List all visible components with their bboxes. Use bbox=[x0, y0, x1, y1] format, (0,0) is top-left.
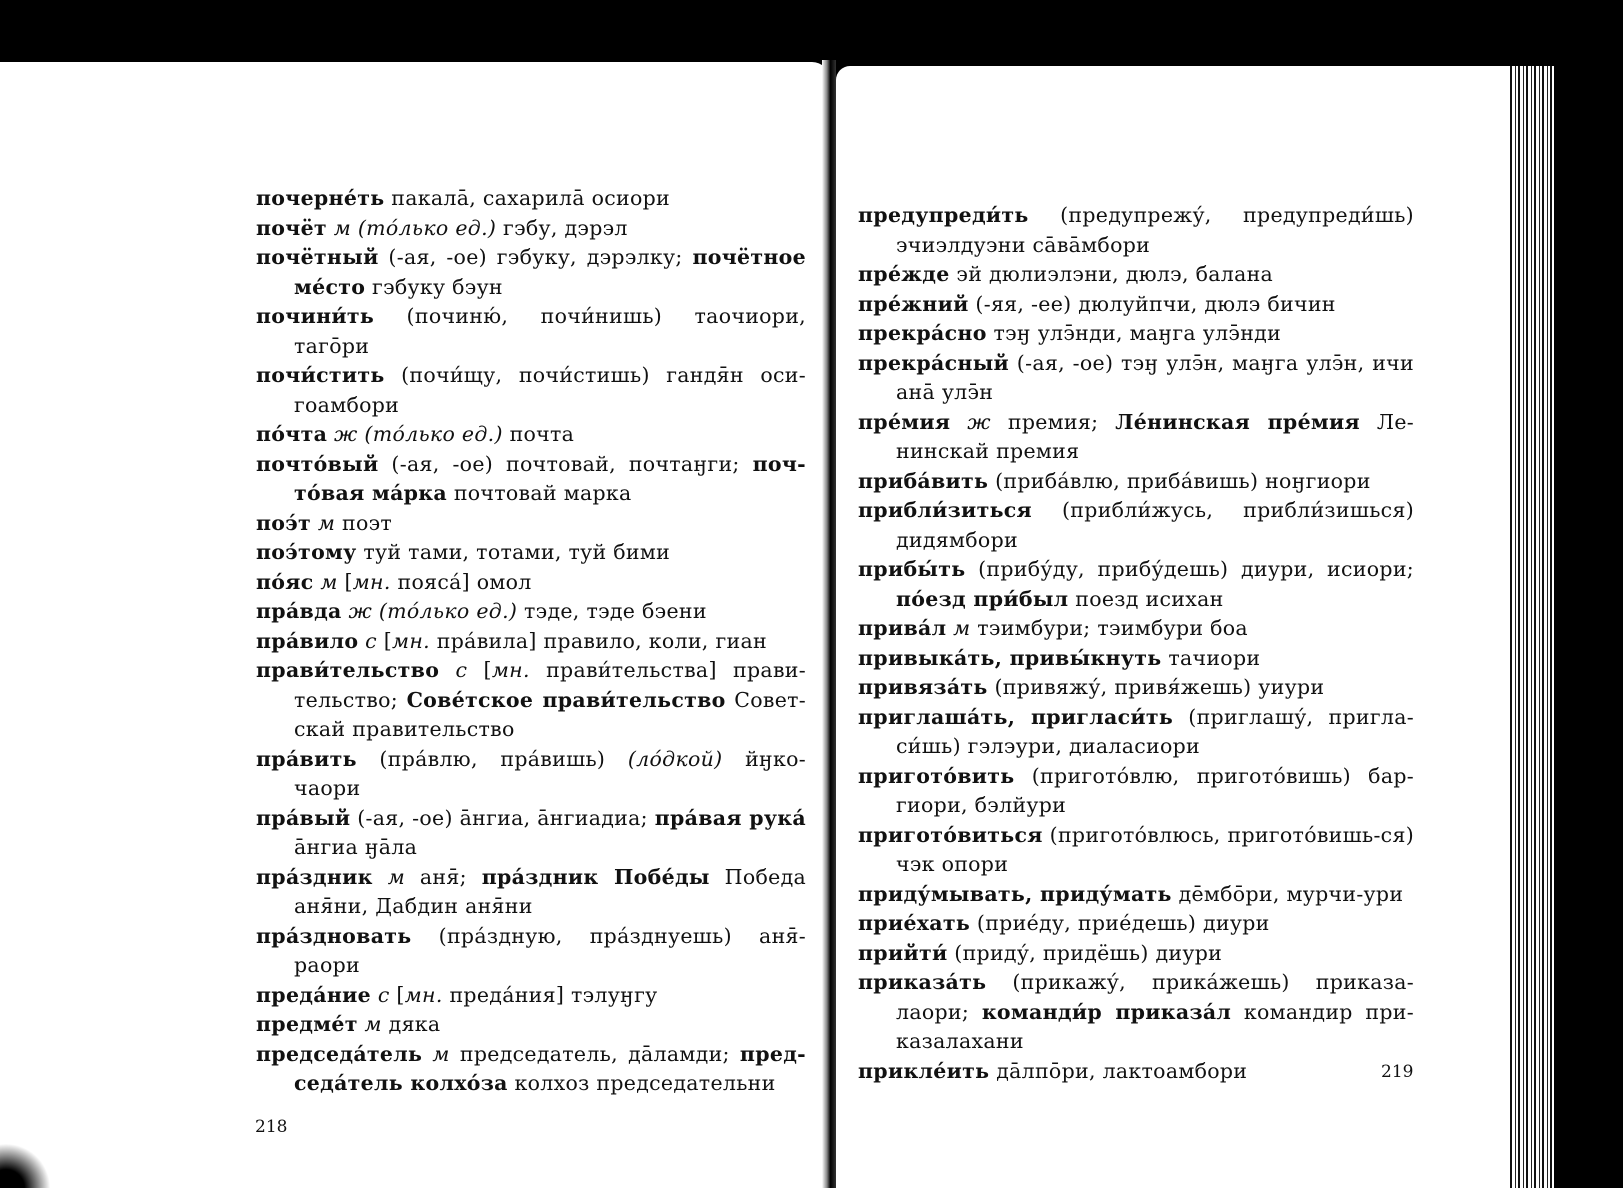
grammar-note: с bbox=[377, 982, 390, 1007]
dictionary-entry bbox=[858, 408, 1414, 467]
grammar-note: м bbox=[364, 1012, 382, 1036]
headword: прекра́сный bbox=[858, 350, 1010, 375]
translation-text: премия; bbox=[990, 409, 1116, 434]
dictionary-entry bbox=[858, 496, 1414, 555]
translation-text: дāлпōри, лактоамбори bbox=[989, 1058, 1248, 1083]
translation-text: (пригото́влю, пригото́вишь) бар-гиори, бэлйури bbox=[896, 763, 1414, 817]
headword: привыка́ть, привы́кнуть bbox=[858, 645, 1162, 670]
headword: по́яс bbox=[256, 569, 314, 594]
dictionary-entry bbox=[858, 644, 1414, 674]
dictionary-entry bbox=[256, 656, 806, 745]
dictionary-entry bbox=[256, 1040, 806, 1099]
dictionary-entry bbox=[858, 201, 1414, 260]
dictionary-entry bbox=[256, 745, 806, 804]
translation-text bbox=[371, 983, 378, 1007]
translation-text bbox=[422, 1042, 432, 1066]
right-page-number: 219 bbox=[1381, 1062, 1414, 1082]
translation-text: Ле-нинскай премия bbox=[896, 409, 1414, 463]
translation-text: āнгиа ӈāла bbox=[294, 835, 418, 859]
grammar-note: мн. bbox=[352, 569, 391, 594]
grammar-note: ж (то́лько ед.) bbox=[348, 599, 518, 623]
dictionary-entry bbox=[858, 909, 1414, 939]
translation-text bbox=[358, 1012, 365, 1036]
left-entries bbox=[256, 184, 806, 1099]
headword: пра́здник Побе́ды bbox=[481, 864, 710, 889]
translation-text: пояса́] омол bbox=[390, 569, 532, 594]
scan-corner-shadow bbox=[0, 1138, 60, 1188]
translation-text: (приглашу́, пригла-си́шь) гэлэури, диаласиори bbox=[896, 704, 1414, 758]
dictionary-entry bbox=[256, 568, 806, 598]
grammar-note: м bbox=[387, 864, 405, 889]
translation-text: (пра́здную, пра́зднуешь) аня̄-раори bbox=[294, 923, 806, 977]
left-page-number: 218 bbox=[255, 1117, 288, 1137]
headword: прива́л bbox=[858, 616, 947, 640]
grammar-note: м bbox=[432, 1041, 450, 1066]
translation-text: (прикажу́, прика́жешь) приказа-лаори; bbox=[896, 970, 1414, 1024]
headword: прийти́ bbox=[858, 940, 948, 965]
headword: пра́вило bbox=[256, 628, 359, 653]
translation-text: (прибли́жусь, прибли́зишься) дидямбори bbox=[896, 498, 1414, 552]
dictionary-entry bbox=[256, 184, 806, 214]
translation-text: поэт bbox=[335, 510, 393, 535]
dictionary-entry bbox=[256, 509, 806, 539]
grammar-note: с bbox=[455, 658, 468, 682]
headword: пра́вая рука́ bbox=[654, 805, 806, 830]
translation-text: колхоз председательни bbox=[507, 1071, 776, 1095]
grammar-note: (ло́дкой) bbox=[627, 746, 723, 771]
grammar-note: мн. bbox=[404, 982, 443, 1007]
translation-text: (-ая, -ое) тэӈ улэ̄н, маӈга улэ̄н, ичи анā улэ̄н bbox=[896, 350, 1414, 404]
translation-text: председатель, дāламди; bbox=[449, 1041, 740, 1066]
dictionary-entry bbox=[858, 319, 1414, 349]
headword: пригото́вить bbox=[858, 763, 1015, 788]
translation-text: (пра́влю, пра́вишь) bbox=[356, 746, 628, 771]
grammar-note: м bbox=[953, 616, 971, 640]
translation-text: (приба́влю, приба́вишь) ноӈгиори bbox=[988, 468, 1371, 493]
dictionary-entry bbox=[858, 939, 1414, 969]
translation-text: Победа аня̄ни, Дабдин аня̄ни bbox=[294, 864, 807, 918]
dictionary-entry bbox=[858, 1057, 1414, 1087]
headword: по́чта bbox=[256, 422, 328, 446]
headword: прие́хать bbox=[858, 911, 971, 935]
dictionary-entry bbox=[256, 450, 806, 509]
translation-text: прави́тельства] прави-тельство; bbox=[294, 658, 806, 712]
translation-text bbox=[327, 216, 334, 240]
book-spine bbox=[822, 60, 836, 1188]
translation-text: гэбуку бэун bbox=[365, 274, 503, 299]
headword: пред-седа́тель колхо́за bbox=[294, 1041, 806, 1095]
translation-text bbox=[950, 410, 967, 434]
dictionary-entry bbox=[256, 597, 806, 627]
headword: предупреди́ть bbox=[858, 203, 1029, 227]
translation-text: [ bbox=[337, 569, 353, 594]
grammar-note: м bbox=[317, 510, 336, 535]
translation-text: (прие́ду, прие́дешь) диури bbox=[970, 911, 1270, 935]
grammar-note: с bbox=[365, 628, 377, 653]
dictionary-entry bbox=[256, 922, 806, 981]
headword: преда́ние bbox=[256, 982, 371, 1007]
headword: предме́т bbox=[256, 1012, 358, 1036]
dictionary-entry bbox=[256, 804, 806, 863]
headword: почётный bbox=[256, 245, 379, 269]
headword: почини́ть bbox=[256, 304, 375, 328]
dictionary-entry bbox=[256, 243, 806, 302]
translation-text: поезд исихан bbox=[1068, 586, 1224, 611]
translation-text: йӈко-чаори bbox=[294, 746, 806, 800]
headword: поч-то́вая ма́рка bbox=[294, 451, 806, 505]
grammar-note: м (то́лько ед.) bbox=[333, 215, 497, 240]
translation-text: (-ая, -ое) гэбуку, дэрэлку; bbox=[378, 245, 693, 269]
translation-text: [ bbox=[467, 658, 492, 682]
headword: почерне́ть bbox=[256, 186, 385, 210]
dictionary-entry bbox=[858, 821, 1414, 880]
grammar-note: ж (то́лько ед.) bbox=[334, 422, 503, 446]
dictionary-entry bbox=[256, 1010, 806, 1040]
translation-text: тэимбури; тэимбури боа bbox=[970, 616, 1248, 640]
headword: пра́вый bbox=[256, 805, 351, 830]
translation-text: [ bbox=[389, 982, 405, 1007]
headword: привяза́ть bbox=[858, 675, 988, 699]
translation-text: командир при-казалахани bbox=[896, 999, 1414, 1053]
dictionary-entry bbox=[256, 361, 806, 420]
dictionary-entry bbox=[256, 214, 806, 244]
translation-text: (предупрежу́, предупреди́шь) эчиэлдуэни сāвāмбори bbox=[896, 203, 1414, 257]
translation-text bbox=[327, 422, 334, 446]
grammar-note: ж bbox=[967, 409, 991, 434]
dictionary-entry bbox=[858, 703, 1414, 762]
translation-text: пакалā, сахарилā осиори bbox=[384, 186, 670, 210]
headword: пре́жний bbox=[858, 291, 969, 316]
headword: пригото́виться bbox=[858, 822, 1043, 847]
headword: поэ́тому bbox=[256, 540, 357, 564]
headword: Сове́тское прави́тельство bbox=[406, 687, 726, 712]
dictionary-entry bbox=[858, 555, 1414, 614]
translation-text: (приду́, придёшь) диури bbox=[947, 940, 1223, 965]
dictionary-entry bbox=[858, 968, 1414, 1057]
translation-text: эй дюлиэлэни, дюлэ, балана bbox=[949, 262, 1274, 286]
page-edge-stripes bbox=[1508, 66, 1554, 1188]
headword: приба́вить bbox=[858, 468, 989, 493]
left-page bbox=[0, 62, 830, 1188]
translation-text: (почи́щу, почи́стишь) гандя̄н оси-гоамбори bbox=[294, 363, 806, 417]
dictionary-entry bbox=[858, 260, 1414, 290]
translation-text: дяка bbox=[381, 1012, 441, 1036]
grammar-note: мн. bbox=[392, 628, 430, 653]
headword: пра́вда bbox=[256, 599, 342, 623]
translation-text: (-яя, -ее) дюлуйпчи, дюлэ бичин bbox=[968, 291, 1336, 316]
translation-text: (-ая, -ое) почтовай, почтаӈги; bbox=[378, 451, 753, 476]
translation-text bbox=[373, 865, 388, 889]
grammar-note: мн. bbox=[491, 658, 530, 682]
headword: команди́р приказа́л bbox=[981, 999, 1232, 1024]
headword: прибли́зиться bbox=[858, 498, 1033, 522]
headword: пра́вить bbox=[256, 746, 357, 771]
right-page bbox=[836, 66, 1512, 1188]
translation-text: (привяжу́, привя́жешь) уиури bbox=[987, 675, 1325, 699]
translation-text: тачиори bbox=[1161, 645, 1261, 670]
dictionary-entry bbox=[858, 467, 1414, 497]
translation-text: пра́вила] правило, коли, гиан bbox=[429, 628, 767, 653]
dictionary-entry bbox=[256, 420, 806, 450]
headword: поэ́т bbox=[256, 510, 312, 535]
headword: почто́вый bbox=[256, 451, 379, 476]
translation-text: Совет-скай правительство bbox=[294, 687, 806, 741]
translation-text bbox=[439, 658, 455, 682]
translation-text: [ bbox=[376, 628, 393, 653]
headword: прави́тельство bbox=[256, 658, 440, 682]
translation-text: (починю́, почи́нишь) таочиори, тагōри bbox=[294, 304, 806, 358]
dictionary-entry bbox=[256, 302, 806, 361]
headword: почёт bbox=[256, 215, 327, 240]
headword: Ле́нинская пре́мия bbox=[1115, 409, 1360, 434]
translation-text: гэбу, дэрэл bbox=[496, 215, 628, 240]
headword: почи́стить bbox=[256, 363, 385, 387]
headword: пре́мия bbox=[858, 409, 951, 434]
headword: по́езд при́был bbox=[896, 586, 1069, 611]
dictionary-entry bbox=[858, 349, 1414, 408]
dictionary-entry bbox=[256, 981, 806, 1011]
headword: пра́здновать bbox=[256, 923, 412, 948]
translation-text: (прибу́ду, прибу́дешь) диури, исиори; bbox=[965, 557, 1414, 581]
headword: почётное ме́сто bbox=[294, 245, 806, 299]
translation-text: почтовай марка bbox=[447, 481, 632, 505]
dictionary-entry bbox=[858, 290, 1414, 320]
dictionary-entry bbox=[858, 762, 1414, 821]
grammar-note: м bbox=[320, 569, 338, 594]
translation-text: почта bbox=[502, 422, 575, 446]
translation-text: (пригото́влюсь, пригото́вишь-ся) чэк опори bbox=[896, 822, 1414, 876]
translation-text: тэӈ улэ̄нди, маӈга улэ̄нди bbox=[986, 321, 1282, 345]
right-entries bbox=[858, 201, 1414, 1086]
translation-text: (-ая, -ое) āнгиа, āнгиадиа; bbox=[350, 805, 655, 830]
translation-text: тэде, тэде бэени bbox=[517, 599, 707, 623]
dictionary-entry bbox=[256, 863, 806, 922]
headword: прекра́сно bbox=[858, 321, 987, 345]
headword: пре́жде bbox=[858, 262, 950, 286]
translation-text bbox=[311, 511, 318, 535]
dictionary-entry bbox=[858, 673, 1414, 703]
headword: прикле́ить bbox=[858, 1058, 990, 1083]
headword: приказа́ть bbox=[858, 970, 987, 994]
headword: прибы́ть bbox=[858, 557, 966, 581]
scan-border bbox=[1554, 0, 1623, 1188]
headword: пра́здник bbox=[256, 864, 373, 889]
dictionary-entry bbox=[858, 614, 1414, 644]
translation-text: аня̄; bbox=[405, 864, 482, 889]
dictionary-entry bbox=[256, 538, 806, 568]
translation-text: туй тами, тотами, туй бими bbox=[356, 540, 671, 564]
translation-text: преда́ния] тэлуӈгу bbox=[442, 982, 658, 1007]
dictionary-entry bbox=[256, 627, 806, 657]
headword: приду́мывать, приду́мать bbox=[858, 881, 1172, 906]
translation-text: дēмбōри, мурчи-ури bbox=[1171, 881, 1404, 906]
headword: председа́тель bbox=[256, 1041, 423, 1066]
dictionary-entry bbox=[858, 880, 1414, 910]
headword: приглаша́ть, пригласи́ть bbox=[858, 704, 1174, 729]
